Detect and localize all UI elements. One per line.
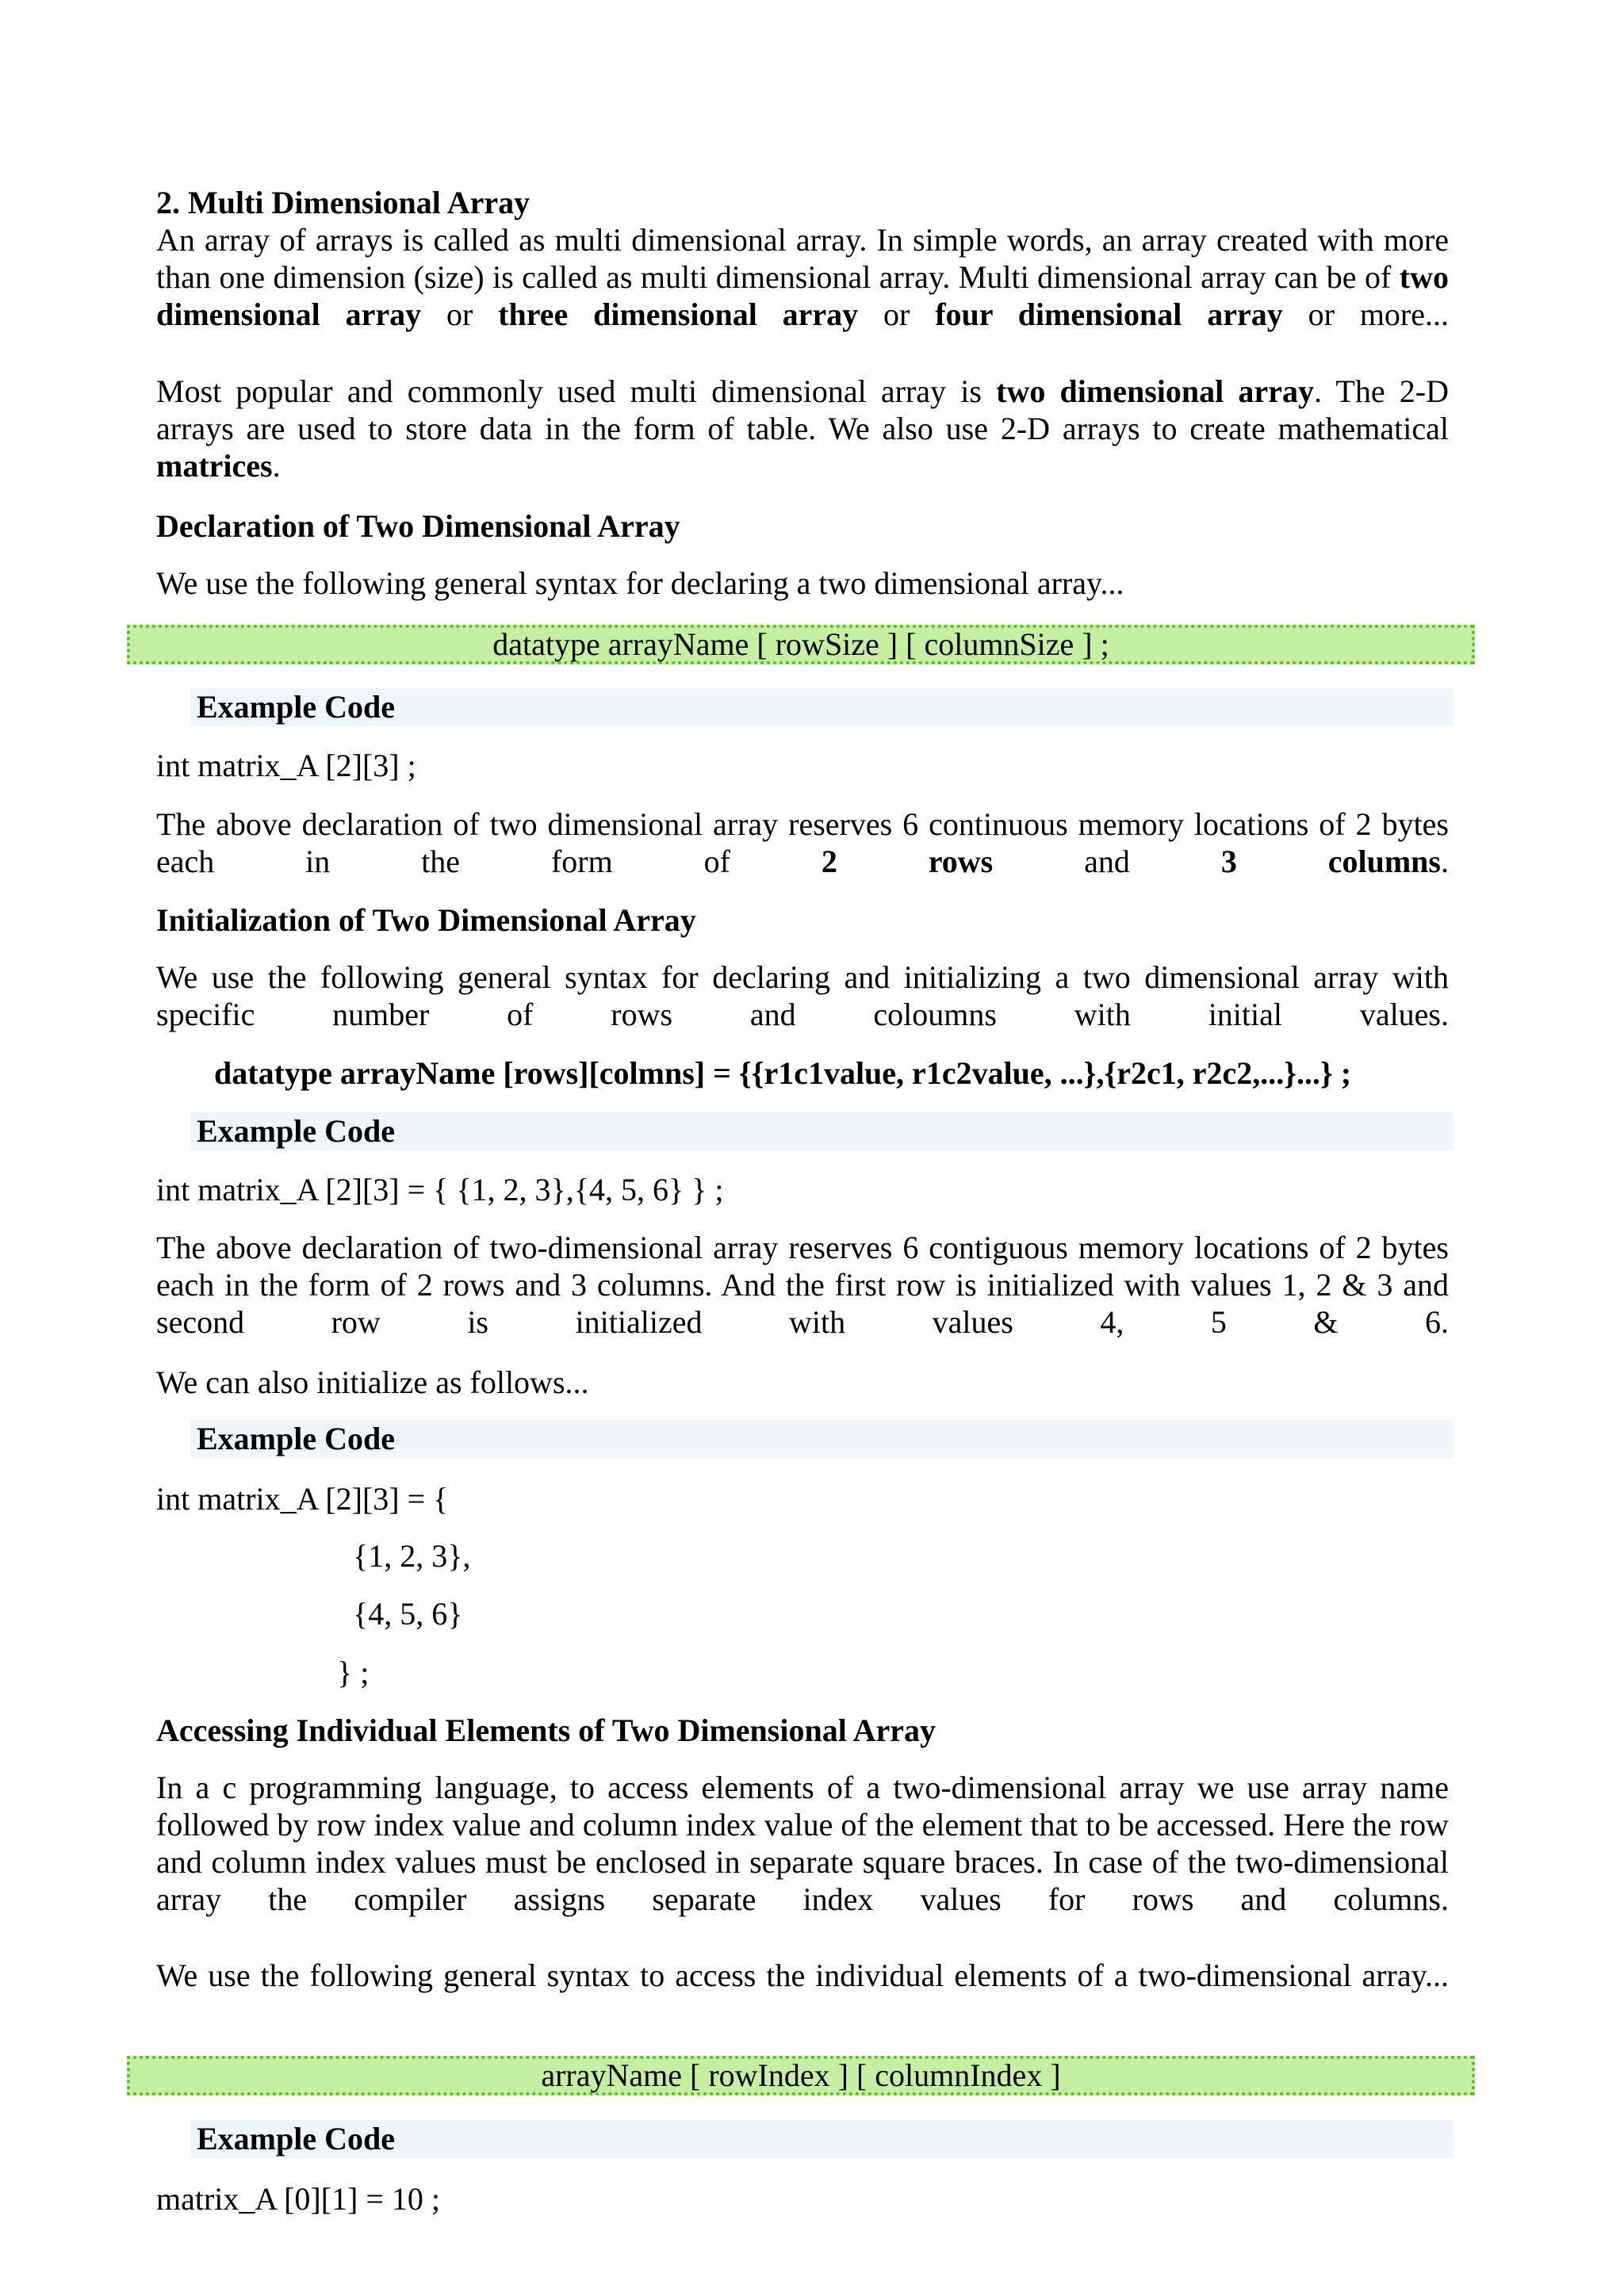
popular-text: Most popular and commonly used multi dimensional array is [156,373,997,409]
explanation-end: . [1441,844,1449,879]
example-code-label: Example Code [190,1112,1453,1150]
example-code-label: Example Code [190,688,1453,726]
accessing-paragraph-2: We use the following general syntax to access the individual elements of a two-dimensional array... [156,1957,1449,1993]
accessing-heading: Accessing Individual Elements of Two Dimensional Array [156,1712,936,1748]
example-code-label: Example Code [190,2120,1453,2158]
initialization-syntax: datatype arrayName [rows][colmns] = {{r1c1value, r1c2value, ...},{r2c1, r2c2,...}...} ; [214,1055,1352,1091]
intro-paragraph [156,221,1449,333]
accessing-syntax-box: arrayName [ rowIndex ] [ columnIndex ] [127,2056,1475,2095]
intro-bold-three: three dimensional array [498,297,859,332]
code-line-4: } ; [337,1655,370,1690]
declaration-example-code: int matrix_A [2][3] ; [156,748,416,783]
intro-end: or more... [1282,297,1450,332]
initialization-example-code: int matrix_A [2][3] = { {1, 2, 3},{4, 5, 6} } ; [156,1172,724,1207]
code-line-3: {4, 5, 6} [353,1596,463,1632]
initialization-explanation: The above declaration of two-dimensional array reserves 6 contiguous memory locations of 2 bytes each in the form of 2 rows and 3 columns. And the first row is initialized with values 1, 2 & 3 and second row is initialized with values 4, 5 & 6. [156,1230,1449,1340]
explanation-and: and [993,844,1221,879]
accessing-example-code: matrix_A [0][1] = 10 ; [156,2181,441,2217]
section-title: 2. Multi Dimensional Array [156,185,530,220]
intro-bold-four: four dimensional array [935,297,1283,332]
initialization-heading: Initialization of Two Dimensional Array [156,902,696,938]
declaration-explanation [156,806,1449,880]
code-line-2: {1, 2, 3}, [353,1538,471,1574]
popular-bold-matrices: matrices [156,448,273,484]
explanation-text: The above declaration of two dimensional array reserves 6 continuous memory locations of 2 bytes each in the form of [156,806,1449,879]
intro-or: or [421,297,499,332]
popular-text: . The 2-D arrays are used to store data in the form of table. We also use 2-D arrays to create mathematical [156,373,1450,446]
example-code-label: Example Code [190,1420,1453,1458]
accessing-paragraph-1: In a c programming language, to access elements of a two-dimensional array we use array name followed by row index value and column index value of the element that to be accessed. Here the row and column index values must be enclosed in separate square braces. In case of the two-dimensional array the compiler assigns separate index values for rows and columns. [156,1770,1449,1917]
intro-text: An array of arrays is called as multi dimensional array. In simple words, an array created with more than one dimension (size) is called as multi dimensional array. Multi dimensional array can be of [156,222,1449,295]
popular-paragraph [156,373,1449,484]
explanation-bold-rows: 2 rows [821,844,994,879]
declaration-heading: Declaration of Two Dimensional Array [156,508,680,544]
explanation-bold-columns: 3 columns [1220,844,1441,879]
initialization-also-text: We can also initialize as follows... [156,1364,589,1400]
popular-end: . [272,448,281,484]
declaration-syntax-box: datatype arrayName [ rowSize ] [ columnSize ] ; [127,625,1475,664]
declaration-text: We use the following general syntax for declaring a two dimensional array... [156,565,1124,601]
initialization-text: We use the following general syntax for declaring and initializing a two dimensional array with specific number of rows and coloumns with initial values. [156,959,1449,1032]
popular-bold: two dimensional array [996,373,1314,409]
intro-bold-two: two dimensional array [156,259,1449,332]
intro-or: or [858,297,936,332]
code-line-1: int matrix_A [2][3] = { [156,1481,449,1517]
